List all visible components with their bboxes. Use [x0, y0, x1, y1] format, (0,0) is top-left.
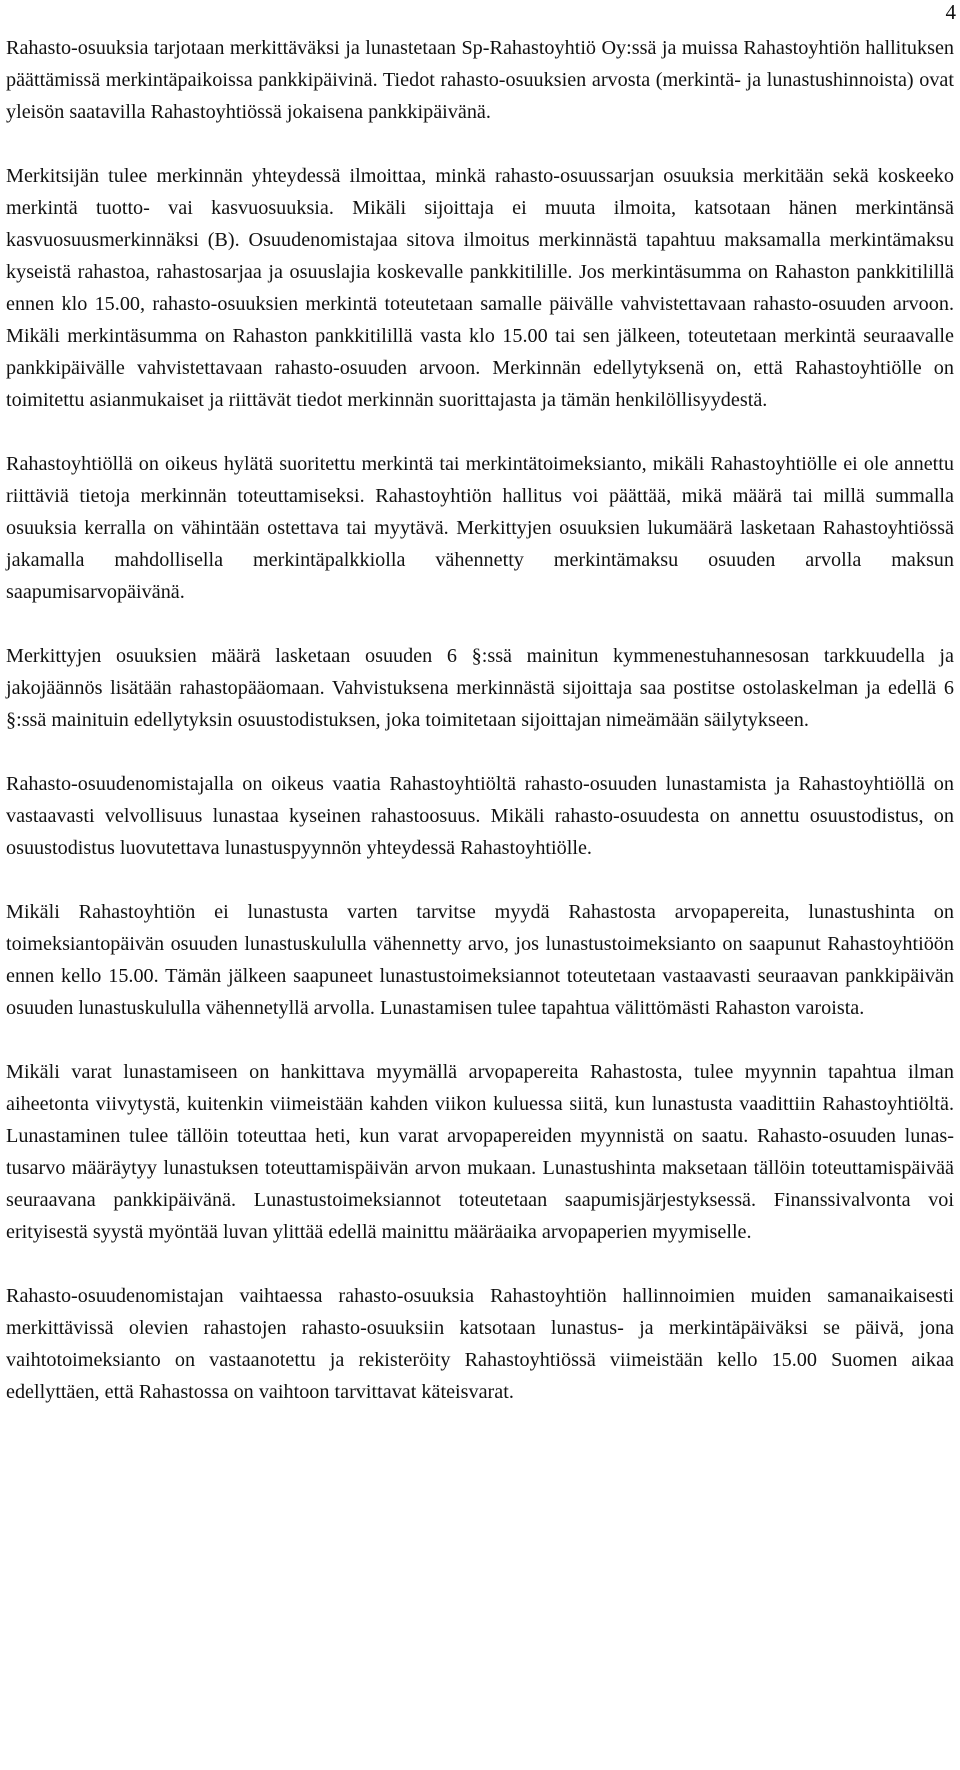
- paragraph-redemption-price: Mikäli Rahastoyhtiön ei lunastusta varten tarvitse myydä Rahastosta arvopapereita, lunastushinta on toimeksiantopäivän osuuden lunastuskululla vähennetty arvo, jos lunastustoimeksianto on saapunut Rahastoyhtiöön ennen kello 15.00. Tämän jälkeen saapuneet lunastustoimeksiannot toteutetaan vastaavasti seuraavan pankkipäivän osuuden lunastuskululla vähennetyllä arvolla. Lunastamisen tulee tapahtua välittömästi Rahaston varoista.: [6, 901, 954, 1019]
- paragraph-subscription-places: Rahasto-osuuksia tarjotaan merkittäväksi ja lunastetaan Sp-Rahastoyhtiö Oy:ssä ja muissa Rahastoyhtiön hallituksen päättämissä merkintäpaikoissa pankkipäivinä. Tiedot rahasto-osuuksien arvosta (merkintä- ja lunastushinnoista) ovat yleisön saatavilla Rahastoyhtiössä jokaisena pankkipäivänä.: [6, 37, 954, 123]
- paragraph-rejection-rights: Rahastoyhtiöllä on oikeus hylätä suoritettu merkintä tai merkintätoimeksianto, mikäli Rahastoyhtiölle ei ole annettu riittäviä tietoja merkinnän toteuttamiseksi. Rahastoyhtiön hallitus voi päättää, mikä määrä tai millä summalla osuuksia kerralla on vähintään ostettava tai myytävä. Merkittyjen osuuksien lukumäärä lasketaan Rahastoyhtiössä jakamalla mahdollisella merkintäpalkkiolla vähennetty merkintämaksu osuuden arvolla maksun saapumisarvopäivänä.: [6, 453, 954, 603]
- page-number: 4: [945, 0, 956, 24]
- document-body: [6, 32, 954, 1440]
- paragraph-subscription-procedure: Merkitsijän tulee merkinnän yhteydessä ilmoittaa, minkä rahasto-osuussarjan osuuksia merkitään sekä koskeeko merkintä tuotto- vai kasvuosuuksia. Mikäli sijoittaja ei muuta ilmoita, katsotaan hänen merkintänsä kasvuosuusmerkinnäksi (B). Osuudenomistajaa sitova ilmoitus merkinnästä tapahtuu maksamalla merkintämaksu kyseistä rahastoa, rahastosarjaa ja osuuslajia koskevalle pankkitilille. Jos merkintäsumma on Rahaston pankkitilillä ennen klo 15.00, rahasto-osuuksien merkintä toteutetaan samalle päivälle vahvistettavaan rahasto-osuuden arvoon. Mikäli merkintäsumma on Rahaston pankkitilillä vasta klo 15.00 tai sen jälkeen, toteutetaan merkintä seuraavalle pankkipäivälle vahvistettavaan rahasto-osuuden arvoon. Merkinnän edellytyksenä on, että Rahastoyhtiölle on toimitettu asianmukaiset ja riittävät tiedot merkinnän suorittajasta ja tämän henkilöllisyydestä.: [6, 165, 954, 411]
- paragraph-fund-exchange: Rahasto-osuudenomistajan vaihtaessa rahasto-osuuksia Rahastoyhtiön hallinnoimien muiden samanaikaisesti merkittävissä olevien rahastojen rahasto-osuuksiin katsotaan lunastus- ja merkintäpäiväksi se päivä, jona vaihtotoimeksianto on vastaanotettu ja rekisteröity Rahastoyhtiössä viimeistään kello 15.00 Suomen aikaa edellyttäen, että Rahastossa on vaihtoon tarvittavat käteisvarat.: [6, 1285, 954, 1403]
- paragraph-asset-sale-redemption: Mikäli varat lunastamiseen on hankittava myymällä arvopapereita Rahastosta, tulee myynnin tapahtua ilman aiheetonta viivytystä, kuitenkin viimeistään kahden viikon kuluessa siitä, kun lunastusta vaadittiin Rahastoyhtiöltä. Lunastaminen tulee tällöin toteuttaa heti, kun varat arvopapereiden myynnistä on saatu. Rahasto-osuuden lunastusarvo määräytyy lunastuksen toteuttamispäivän arvon mukaan. Lunastushinta maksetaan tällöin toteuttamispäivää seuraavana pankkipäivänä. Lunastustoimeksiannot toteutetaan saapumisjärjestyksessä. Finanssivalvonta voi erityisestä syystä myöntää luvan ylittää edellä mainittu määräaika arvopaperien myymiselle.: [6, 1061, 954, 1243]
- paragraph-redemption-right: Rahasto-osuudenomistajalla on oikeus vaatia Rahastoyhtiöltä rahasto-osuuden lunastamista ja Rahastoyhtiöllä on vastaavasti velvollisuus lunastaa kyseinen rahastoosuus. Mikäli rahasto-osuudesta on annettu osuustodistus, on osuustodistus luovutettava lunastuspyynnön yhteydessä Rahastoyhtiölle.: [6, 773, 954, 859]
- paragraph-unit-calculation: Merkittyjen osuuksien määrä lasketaan osuuden 6 §:ssä mainitun kymmenestuhannesosan tarkkuudella ja jakojäännös lisätään rahastopääomaan. Vahvistuksena merkinnästä sijoittaja saa postitse ostolaskelman ja edellä 6 §:ssä mainituin edellytyksin osuustodistuksen, joka toimitetaan sijoittajan nimeämään säilytykseen.: [6, 645, 954, 731]
